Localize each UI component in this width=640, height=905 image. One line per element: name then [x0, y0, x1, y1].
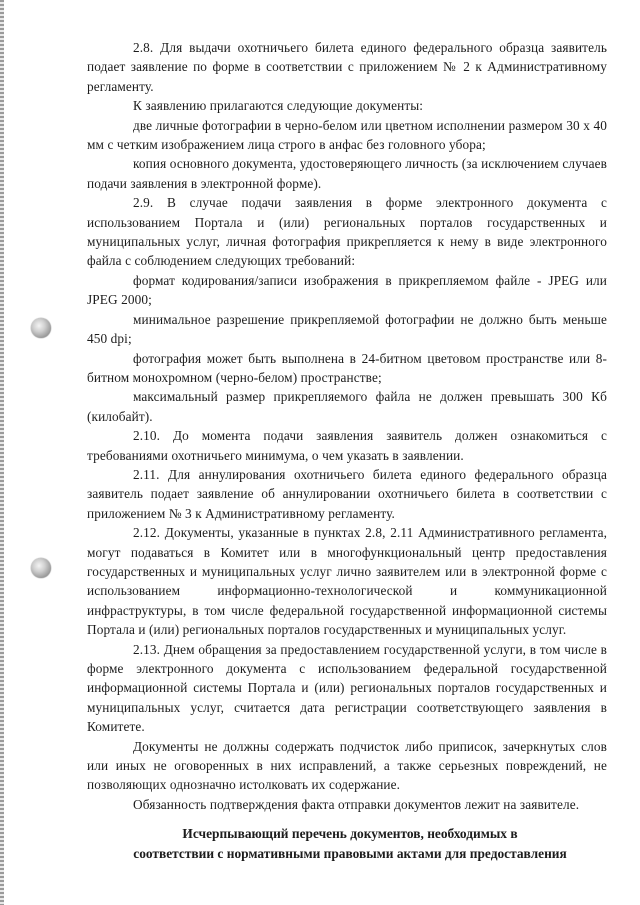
section-heading-line-2: соответствии с нормативными правовыми актами для предоставления — [133, 846, 567, 861]
paragraph-2-12: 2.12. Документы, указанные в пунктах 2.8, 2.11 Административного регламента, могут подаваться в Комитет или в многофункциональный центр предоставления государственных и муниципальных услуг лично заявителем или в электронной форме с использованием информационно-технологической и коммуникационной инфраструктуры, в том числе федеральной государственной информационной системы Портала и (или) региональных порталов государственных и муниципальных услуг. — [87, 525, 607, 638]
paragraph-resolution: минимальное разрешение прикрепляемой фотографии не должно быть меньше 450 dpi; — [87, 311, 607, 347]
section-heading — [90, 824, 610, 864]
paragraph-color-space: фотография может быть выполнена в 24-битном цветовом пространстве или 8-битном монохромном (черно-белом) пространстве; — [87, 350, 607, 385]
paragraph-format: формат кодирования/записи изображения в прикрепляемом файле - JPEG или JPEG 2000; — [87, 272, 607, 308]
paragraph-file-size: максимальный размер прикрепляемого файла не должен превышать 300 Кб (килобайт). — [87, 389, 607, 424]
paragraph-no-corrections: Документы не должны содержать подчисток либо приписок, зачеркнутых слов или иных не оговоренных в них исправлений, а также серьезных повреждений, не позволяющих однозначно истолковать их содержание. — [87, 738, 607, 793]
paragraph-attachments-intro: К заявлению прилагаются следующие документы: — [133, 98, 424, 114]
section-heading-line-1: Исчерпывающий перечень документов, необходимых в — [182, 826, 518, 841]
scan-edge — [0, 0, 4, 905]
paragraph-2-10: 2.10. До момента подачи заявления заявитель должен ознакомиться с требованиями охотничьего минимума, о чем указать в заявлении. — [87, 428, 607, 463]
paragraph-2-9: 2.9. В случае подачи заявления в форме электронного документа с использованием Портала и (или) региональных порталов государственных и муниципальных услуг, личная фотография прикрепляется к нему в виде электронного файла с соблюдением следующих требований: — [87, 195, 607, 269]
punch-hole-top — [31, 318, 51, 338]
paragraph-id-copy: копия основного документа, удостоверяющего личность (за исключением случаев подачи заявления в электронной форме). — [87, 156, 607, 191]
paragraph-2-13: 2.13. Днем обращения за предоставлением государственной услуги, в том числе в форме электронного документа с использованием федеральной государственной информационной системы Портала и (или) региональных порталов государственных и муниципальных услуг, считается дата регистрации соответствующего заявления в Комитете. — [87, 641, 607, 735]
punch-hole-bottom — [31, 558, 51, 578]
paragraph-photos: две личные фотографии в черно-белом или цветном исполнении размером 30 х 40 мм с четким изображением лица строго в анфас без головного убора; — [87, 117, 607, 153]
document-body — [87, 38, 607, 814]
paragraph-2-11: 2.11. Для аннулирования охотничьего билета единого федерального образца заявитель подает заявление об аннулировании охотничьего билета в соответствии с приложением № 3 к Административному регламенту. — [87, 466, 607, 521]
paragraph-2-8: 2.8. Для выдачи охотничьего билета единого федерального образца заявитель подает заявление по форме в соответствии с приложением № 2 к Административному регламенту. — [87, 40, 607, 94]
paragraph-proof-of-sending: Обязанность подтверждения факта отправки документов лежит на заявителе. — [133, 796, 580, 812]
